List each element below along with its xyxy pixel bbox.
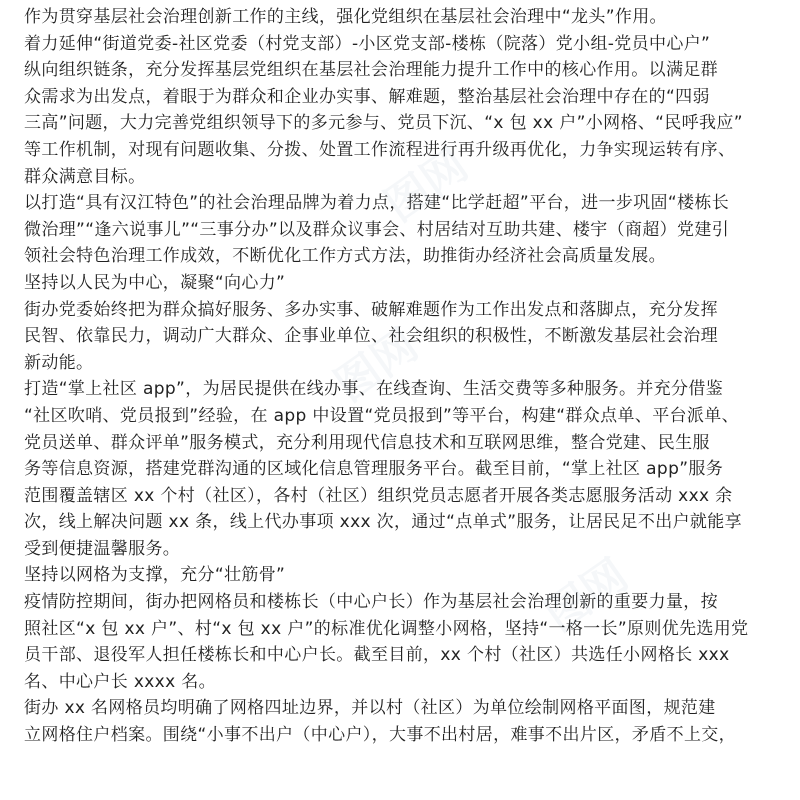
text-line: 等工作机制，对现有问题收集、分拨、处置工作流程进行再升级再优化，力争实现运转有序、 [24, 139, 736, 160]
text-line: 受到便捷温馨服务。 [24, 538, 181, 559]
paragraph-3 [24, 190, 780, 270]
paragraph-9 [24, 695, 780, 748]
paragraph-1 [24, 4, 780, 31]
text-line: 三高”问题，大力完善党组织领导下的多元参与、党员下沉、“x 包 xx 户”小网格、“民呼我应” [24, 113, 743, 134]
text-line: 坚持以人民为中心，凝聚“向心力” [24, 272, 286, 293]
text-line: 纵向组织链条，充分发挥基层党组织在基层社会治理能力提升工作中的核心作用。以满足群 [24, 60, 718, 81]
text-line: 立网格住户档案。围绕“小事不出户（中心户），大事不出村居，难事不出片区，矛盾不上交， [24, 725, 737, 746]
text-line: 微治理”“逢六说事儿”“三事分办”以及群众议事会、村居结对互助共建、楼宇（商超）党建引 [24, 219, 730, 240]
text-line: 街办 xx 名网格员均明确了网格四址边界，并以村（社区）为单位绘制网格平面图，规范建 [24, 698, 716, 719]
text-line: 次，线上解决问题 xx 条，线上代办事项 xxx 次，通过“点单式”服务，让居民足不出户就能享 [24, 512, 742, 533]
text-line: 新动能。 [24, 352, 94, 373]
text-line: 照社区“x 包 xx 户”、村“x 包 xx 户”的标准优化调整小网格，坚持“一格一长”原则优先选用党 [24, 618, 749, 639]
text-line: 员干部、退役军人担任楼栋长和中心户长。截至目前，xx 个村（社区）共选任小网格长 xxx [24, 645, 730, 666]
text-line: 党员送单、群众评单”服务模式，充分利用现代信息技术和互联网思维，整合党建、民生服 [24, 432, 710, 453]
text-line: 街办党委始终把为群众搞好服务、多办实事、破解难题作为工作出发点和落脚点，充分发挥 [24, 299, 718, 320]
text-line: 务等信息资源，搭建党群沟通的区域化信息管理服务平台。截至目前，“掌上社区 app”服务 [24, 459, 724, 480]
text-line: 疫情防控期间，街办把网格员和楼栋长（中心户长）作为基层社会治理创新的重要力量，按 [24, 592, 718, 613]
text-line: 坚持以网格为支撑，充分“壮筋骨” [24, 565, 286, 586]
paragraph-8 [24, 589, 780, 695]
section-heading-grid-support [24, 562, 780, 589]
text-line: 民智、依靠民力，调动广大群众、企事业单位、社会组织的积极性，不断激发基层社会治理 [24, 326, 718, 347]
watermark: 图网 [535, 549, 638, 642]
text-line: 以打造“具有汉江特色”的社会治理品牌为着力点，搭建“比学赶超”平台，进一步巩固“楼栋长 [24, 193, 730, 214]
text-line: 领社会特色治理工作成效，不断优化工作方式方法，助推街办经济社会高质量发展。 [24, 246, 666, 267]
section-heading-people-centered [24, 270, 780, 297]
text-line: 众需求为出发点，着眼于为群众和企业办实事、解难题，整治基层社会治理中存在的“四弱 [24, 86, 710, 107]
paragraph-5 [24, 297, 780, 377]
text-line: “社区吹哨、党员报到”经验，在 app 中设置“党员报到”等平台，构建“群众点单、平台派单、 [24, 405, 739, 426]
paragraph-6 [24, 376, 780, 562]
text-line: 名、中心户长 xxxx 名。 [24, 671, 216, 692]
text-line: 打造“掌上社区 app”，为居民提供在线办事、在线查询、生活交费等多种服务。并充分借鉴 [24, 379, 724, 400]
paragraph-2 [24, 31, 780, 191]
text-line: 范围覆盖辖区 xx 个村（社区），各村（社区）组织党员志愿者开展各类志愿服务活动 xxx 余 [24, 485, 733, 506]
watermark: 图网 [325, 319, 428, 412]
text-line: 作为贯穿基层社会治理创新工作的主线，强化党组织在基层社会治理中“龙头”作用。 [24, 7, 667, 27]
watermark: 图网 [375, 139, 478, 232]
text-line: 着力延伸“街道党委-社区党委（村党支部）-小区党支部-楼栋（院落）党小组-党员中心户” [24, 33, 711, 54]
text-line: 群众满意目标。 [24, 166, 146, 187]
